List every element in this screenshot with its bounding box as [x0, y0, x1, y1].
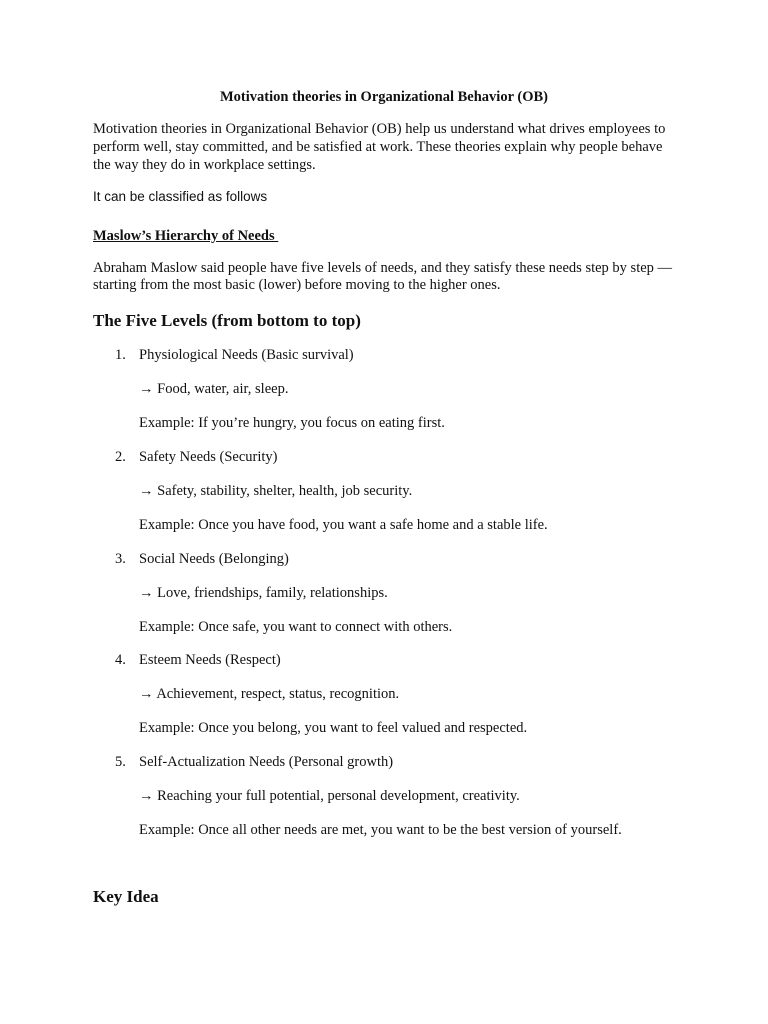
- list-number: 3.: [115, 551, 126, 567]
- level-name: Self-Actualization Needs (Personal growth): [139, 754, 394, 770]
- key-idea-heading: Key Idea: [93, 887, 159, 906]
- level-examples: → Love, friendships, family, relationships.: [139, 585, 388, 601]
- level-example: Example: Once safe, you want to connect with others.: [139, 619, 453, 635]
- level-name: Social Needs (Belonging): [139, 551, 289, 567]
- level-example: Example: If you’re hungry, you focus on eating first.: [139, 415, 445, 431]
- level-example: Example: Once all other needs are met, you want to be the best version of yourself.: [139, 822, 622, 838]
- level-examples: → Achievement, respect, status, recognition.: [139, 686, 400, 702]
- level-examples: → Reaching your full potential, personal development, creativity.: [139, 788, 520, 804]
- list-number: 4.: [115, 652, 126, 668]
- document-title: Motivation theories in Organizational Behavior (OB): [220, 89, 548, 105]
- classification-line: It can be classified as follows: [93, 189, 268, 204]
- list-number: 2.: [115, 449, 126, 465]
- level-examples: → Food, water, air, sleep.: [139, 381, 289, 397]
- level-name: Safety Needs (Security): [139, 449, 278, 465]
- five-levels-heading: The Five Levels (from bottom to top): [93, 311, 361, 330]
- maslow-paragraph: Abraham Maslow said people have five levels of needs, and they satisfy these needs step by step — starting from the most basic (lower) before moving to the higher ones.: [93, 260, 673, 293]
- level-name: Physiological Needs (Basic survival): [139, 347, 354, 363]
- level-example: Example: Once you have food, you want a safe home and a stable life.: [139, 517, 548, 533]
- level-name: Esteem Needs (Respect): [139, 652, 281, 668]
- level-examples: → Safety, stability, shelter, health, job security.: [139, 483, 413, 499]
- maslow-section-heading: Maslow’s Hierarchy of Needs: [93, 228, 279, 244]
- list-number: 1.: [115, 347, 126, 363]
- intro-paragraph: Motivation theories in Organizational Behavior (OB) help us understand what drives employees to perform well, stay committed, and be satisfied at work. These theories explain why people behave the way they do in workplace settings.: [93, 121, 666, 173]
- level-example: Example: Once you belong, you want to feel valued and respected.: [139, 720, 528, 736]
- list-number: 5.: [115, 754, 126, 770]
